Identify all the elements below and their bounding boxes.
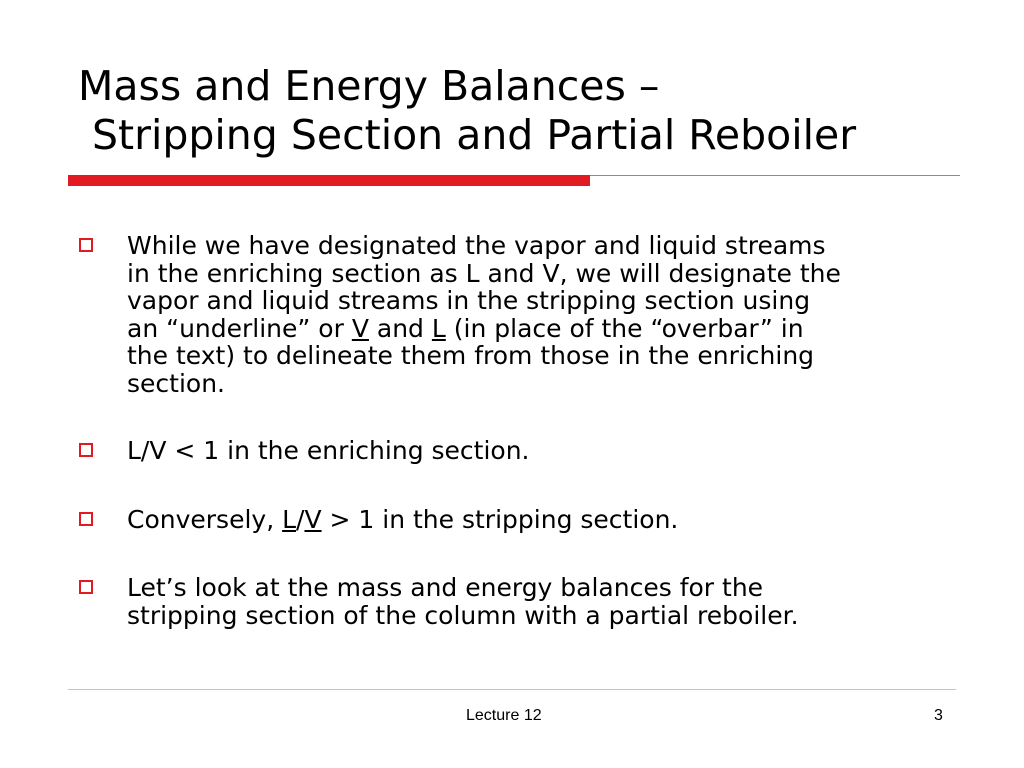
slide-page-number: 3 (934, 707, 943, 724)
slide-title-line-1: Mass and Energy Balances – (78, 62, 660, 110)
slide-title (78, 62, 978, 160)
text-fragment: > 1 in the stripping section. (321, 505, 679, 534)
underlined-v-symbol: V (304, 505, 322, 534)
bullet-text (127, 232, 967, 397)
bullet-line: section. (127, 368, 225, 398)
bullet-line: stripping section of the column with a partial reboiler. (127, 600, 799, 630)
text-fragment: Conversely, (127, 505, 283, 534)
bullet-text (127, 506, 967, 534)
text-fragment: an “underline” or (127, 313, 352, 343)
slide-title-line-2: Stripping Section and Partial Reboiler (92, 111, 857, 159)
bullet-line: L/V < 1 in the enriching section. (127, 436, 530, 465)
square-bullet-icon (79, 580, 93, 594)
underlined-v-symbol: V (351, 313, 369, 343)
bullet-text (127, 437, 967, 465)
bullet-line: in the enriching section as L and V, we will designate the (127, 258, 841, 288)
underlined-l-symbol: L (431, 313, 446, 343)
footer-lecture-label: Lecture 12 (466, 707, 542, 724)
bullet-line: the text) to delineate them from those in the enriching (127, 341, 815, 370)
underlined-l-symbol: L (282, 505, 297, 534)
bullet-line: Let’s look at the mass and energy balances for the (127, 573, 764, 602)
bullet-line: While we have designated the vapor and liquid streams (127, 231, 826, 260)
text-fragment: (in place of the “overbar” in (445, 313, 804, 343)
bullet-text (127, 574, 967, 629)
bullet-line (127, 315, 967, 343)
square-bullet-icon (79, 238, 93, 252)
square-bullet-icon (79, 512, 93, 526)
text-fragment: and (368, 313, 432, 343)
square-bullet-icon (79, 443, 93, 457)
footer-divider (68, 689, 956, 690)
text-fragment: / (296, 505, 305, 534)
bullet-line (127, 506, 967, 534)
bullet-line: vapor and liquid streams in the stripping section using (127, 286, 811, 315)
title-divider-accent (68, 175, 590, 186)
